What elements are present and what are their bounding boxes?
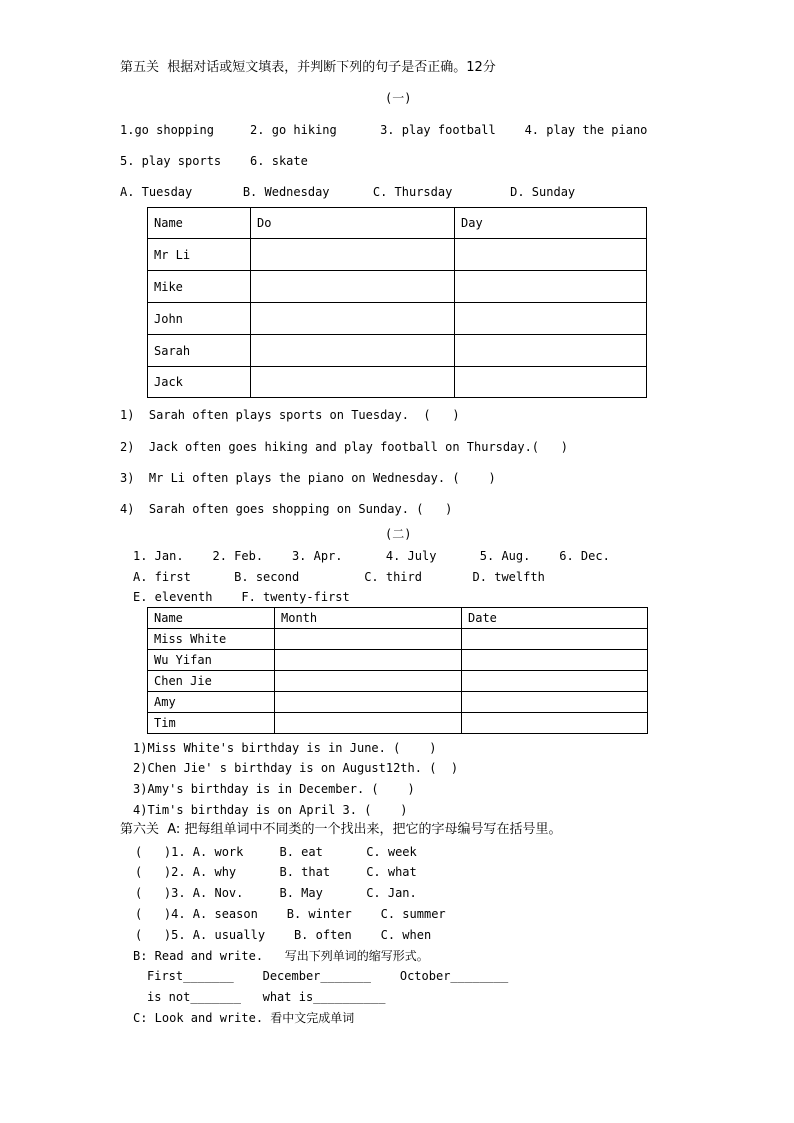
ordinals-line-2: E. eleventh F. twenty-first	[133, 590, 350, 604]
month-cell[interactable]	[275, 671, 462, 692]
part-b-title: B: Read and write. 写出下列单词的缩写形式。	[133, 949, 429, 963]
day-cell[interactable]	[455, 367, 647, 398]
odd-one-out-item-2: ( )2. A. why B. that C. what	[135, 865, 417, 879]
odd-one-out-item-1: ( )1. A. work B. eat C. week	[135, 845, 417, 859]
activities-table	[147, 207, 647, 398]
table-header-date: Date	[462, 608, 648, 629]
day-cell[interactable]	[455, 239, 647, 271]
activities-line-2: 5. play sports 6. skate	[120, 154, 308, 168]
days-line: A. Tuesday B. Wednesday C. Thursday D. Sunday	[120, 185, 576, 199]
ordinals-line-1: A. first B. second C. third D. twelfth	[133, 570, 545, 584]
table-header-name: Name	[148, 608, 275, 629]
table-row-name: Miss White	[148, 629, 275, 650]
odd-one-out-item-3: ( )3. A. Nov. B. May C. Jan.	[135, 886, 417, 900]
table-row-name: Amy	[148, 692, 275, 713]
table-row-name: Sarah	[148, 335, 251, 367]
month-cell[interactable]	[275, 692, 462, 713]
table-row-name: Jack	[148, 367, 251, 398]
do-cell[interactable]	[251, 271, 455, 303]
birthday-statement-2: 2)Chen Jie' s birthday is on August12th. ( )	[133, 761, 459, 775]
do-cell[interactable]	[251, 367, 455, 398]
odd-one-out-item-5: ( )5. A. usually B. often C. when	[135, 928, 432, 942]
birthday-statement-1: 1)Miss White's birthday is in June. ( )	[133, 741, 437, 755]
day-cell[interactable]	[455, 335, 647, 367]
table-header-day: Day	[455, 208, 647, 239]
section5-title: 第五关 根据对话或短文填表，并判断下列的句子是否正确。12分	[120, 60, 496, 75]
table-row-name: Tim	[148, 713, 275, 734]
date-cell[interactable]	[462, 692, 648, 713]
do-cell[interactable]	[251, 335, 455, 367]
part-b-line-1: First_______ December_______ October________	[147, 969, 509, 983]
part1-label: (一)	[385, 91, 412, 105]
birthday-statement-4: 4)Tim's birthday is on April 3. ( )	[133, 803, 408, 817]
table-row-name: John	[148, 303, 251, 335]
table-row-name: Wu Yifan	[148, 650, 275, 671]
date-cell[interactable]	[462, 671, 648, 692]
do-cell[interactable]	[251, 239, 455, 271]
date-cell[interactable]	[462, 629, 648, 650]
table-header-month: Month	[275, 608, 462, 629]
table-header-do: Do	[251, 208, 455, 239]
statement-4: 4) Sarah often goes shopping on Sunday. ( )	[120, 502, 453, 516]
section6-title: 第六关 A: 把每组单词中不同类的一个找出来，把它的字母编号写在括号里。	[120, 822, 562, 837]
table-row-name: Mr Li	[148, 239, 251, 271]
date-cell[interactable]	[462, 650, 648, 671]
month-cell[interactable]	[275, 629, 462, 650]
part-c-title: C: Look and write. 看中文完成单词	[133, 1011, 355, 1025]
months-line: 1. Jan. 2. Feb. 3. Apr. 4. July 5. Aug. 6. Dec.	[133, 549, 610, 563]
table-header-name: Name	[148, 208, 251, 239]
table-row-name: Chen Jie	[148, 671, 275, 692]
statement-2: 2) Jack often goes hiking and play football on Thursday.( )	[120, 440, 568, 454]
activities-line-1: 1.go shopping 2. go hiking 3. play football 4. play the piano	[120, 123, 648, 137]
statement-3: 3) Mr Li often plays the piano on Wednesday. ( )	[120, 471, 496, 485]
month-cell[interactable]	[275, 713, 462, 734]
birthday-statement-3: 3)Amy's birthday is in December. ( )	[133, 782, 415, 796]
odd-one-out-item-4: ( )4. A. season B. winter C. summer	[135, 907, 446, 921]
statement-1: 1) Sarah often plays sports on Tuesday. ( )	[120, 408, 460, 422]
birthday-table	[147, 607, 648, 734]
day-cell[interactable]	[455, 271, 647, 303]
part2-label: (二)	[385, 527, 412, 541]
date-cell[interactable]	[462, 713, 648, 734]
part-b-line-2: is not_______ what is__________	[147, 990, 386, 1004]
do-cell[interactable]	[251, 303, 455, 335]
month-cell[interactable]	[275, 650, 462, 671]
table-row-name: Mike	[148, 271, 251, 303]
day-cell[interactable]	[455, 303, 647, 335]
